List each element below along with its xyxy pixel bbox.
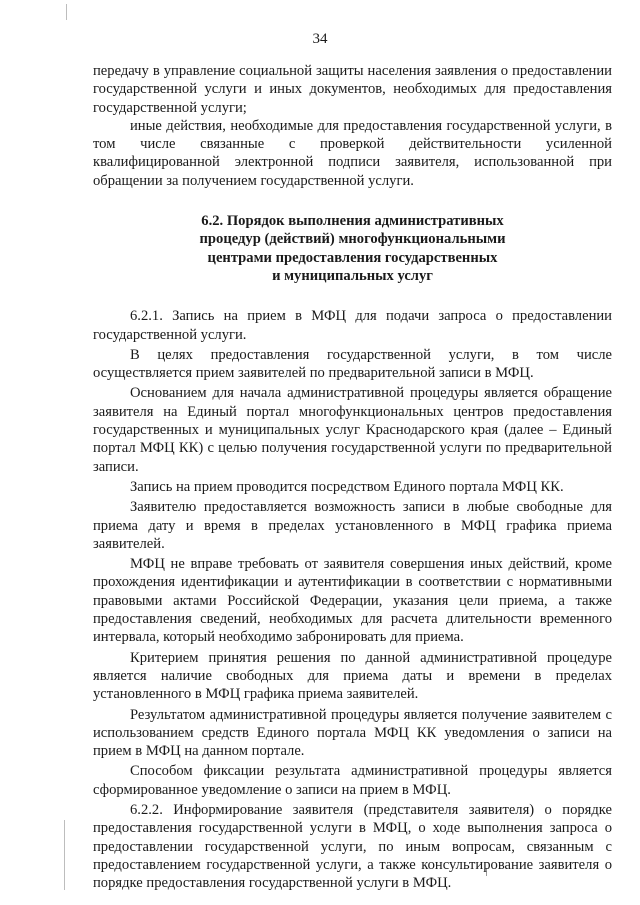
scan-margin-line-top bbox=[66, 4, 67, 20]
paragraph: 6.2.1. Запись на прием в МФЦ для подачи запроса о предоставлении государственной услуги. bbox=[93, 308, 612, 343]
heading-line: и муниципальных услуг bbox=[272, 267, 433, 284]
page-number: 34 bbox=[312, 31, 328, 47]
paragraph: Запись на прием проводится посредством Единого портала МФЦ КК. bbox=[130, 478, 564, 495]
paragraph: В целях предоставления государственной услуги, в том числе осуществляется прием заявителей по предварительной записи в МФЦ. bbox=[93, 346, 612, 382]
paragraph: Основанием для начала административной процедуры является обращение заявителя на Единый портал многофункциональных центров предоставления государственных и муниципальных услуг Краснодарского края (далее – Единый портал МФЦ КК) с целью получения государственной услуги по предварительной записи. bbox=[93, 385, 612, 475]
paragraph: Критерием принятия решения по данной административной процедуре является наличие свободных для приема даты и времени в пределах установленного в МФЦ графика приема заявителей. bbox=[93, 649, 612, 703]
paragraph: Заявителю предоставляется возможность записи в любые свободные для приема дату и время в пределах установленного в МФЦ графика приема заявителей. bbox=[93, 499, 612, 552]
heading-line: центрами предоставления государственных bbox=[207, 249, 498, 266]
paragraph: передачу в управление социальной защиты населения заявления о предоставлении государственной услуги и иных документов, необходимых для предоставления государственной услуги; bbox=[93, 63, 612, 116]
scan-margin-line-bottom bbox=[64, 820, 65, 890]
paragraph: МФЦ не вправе требовать от заявителя совершения иных действий, кроме прохождения идентификации и аутентификации в соответствии с нормативными правовыми актами Российской Федерации, указания цели приема, а также предоставления сведений, необходимых для расчета длительности временного интервала, который необходимо забронировать для приема. bbox=[93, 556, 612, 646]
paragraph: иные действия, необходимые для предоставления государственной услуги, в том числе связанные с проверкой действительности усиленной квалифицированной электронной подписи заявителя, использованной при обращении за получением государственной услуги. bbox=[93, 117, 612, 189]
paragraph: 6.2.2. Информирование заявителя (представителя заявителя) о порядке предоставления государственной услуги в МФЦ, о ходе выполнения запроса о предоставлении государственной услуги, по иным вопросам, связанным с предоставлением государственной услуги, а также консультирование заявителя о порядке предоставления государственной услуги в МФЦ. bbox=[93, 801, 612, 892]
section-heading bbox=[93, 212, 612, 285]
heading-line: процедур (действий) многофункциональными bbox=[199, 231, 506, 248]
paragraph: Результатом административной процедуры является получение заявителем с использованием средств Единого портала МФЦ КК уведомления о записи на прием в МФЦ на данном портале. bbox=[93, 706, 612, 760]
heading-line: 6.2. Порядок выполнения административных bbox=[201, 213, 504, 230]
document-body bbox=[93, 62, 612, 894]
paragraph: Способом фиксации результата административной процедуры является сформированное уведомление о записи на прием в МФЦ. bbox=[93, 763, 612, 798]
